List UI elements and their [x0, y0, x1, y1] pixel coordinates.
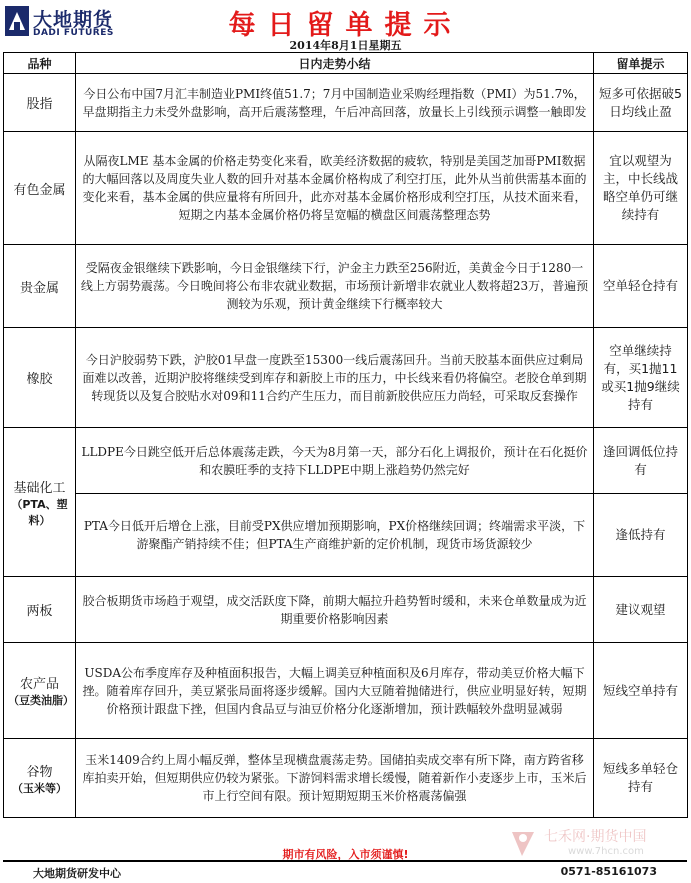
table-row	[4, 132, 688, 245]
footer-phone: 0571-85161073	[560, 865, 657, 878]
table-row	[4, 74, 688, 132]
site-watermark	[508, 824, 688, 864]
variety-subname: （PTA、塑料）	[11, 497, 68, 527]
variety-cell	[4, 132, 76, 245]
logo-chinese-name: 大地期货	[33, 9, 114, 31]
summary-cell: 今日沪胶弱势下跌，沪胶01早盘一度跌至15300一线后震荡回升。当前天胶基本面供应过剩局面难以改善，近期沪胶将继续受到库存和新胶上市的压力，中长线来看仍将偏空。老胶仓单到期转现货以及复合胶贴水对09和11合约产生压力，而目前新胶供应压力尚轻，可采取反套操作	[76, 328, 594, 428]
table-row	[4, 739, 688, 818]
footer-organization: 大地期货研发中心	[33, 867, 121, 880]
variety-cell	[4, 74, 76, 132]
variety-subname: （玉米等）	[12, 781, 67, 795]
tip-cell: 宜以观望为主，中长线战略空单仍可继续持有	[594, 132, 688, 245]
summary-cell: 今日公布中国7月汇丰制造业PMI终值51.7；7月中国制造业采购经理指数（PMI）为51.7%，早盘期指主力未受外盘影响，高开后震荡整理，午后冲高回落，放量长上引线预示调整一触即发	[76, 74, 594, 132]
variety-cell	[4, 328, 76, 428]
summary-cell: USDA公布季度库存及种植面积报告，大幅上调美豆种植面积及6月库存，带动美豆价格大幅下挫。随着库存回升，美豆紧张局面将逐步缓解。国内大豆随着抛储进行，供应业明显好转，短期价格预计跟盘下挫，但国内食品豆与油豆价格分化逐渐增加，预计跌幅较外盘明显减弱	[76, 643, 594, 739]
table-row	[4, 428, 688, 494]
table-row	[4, 328, 688, 428]
watermark-text: 七禾网·期货中国	[544, 829, 647, 845]
summary-cell: 玉米1409合约上周小幅反弹，整体呈现横盘震荡走势。国储拍卖成交率有所下降，南方跨省移库拍卖开始，但短期供应仍较为紧张。下游饲料需求增长缓慢，随着新作小麦逐步上市，玉米后市上行空间有限。预计短期短期玉米价格震荡偏强	[76, 739, 594, 818]
watermark-logo-icon	[508, 826, 538, 860]
strategy-table	[3, 52, 688, 818]
page-header	[0, 0, 691, 52]
variety-subname: （豆类油脂）	[8, 694, 74, 707]
tip-cell: 建议观望	[594, 577, 688, 643]
tip-cell: 空单轻仓持有	[594, 245, 688, 328]
variety-name: 股指	[26, 97, 53, 112]
report-date: 2014年8月1日星期五	[289, 39, 402, 52]
table-row	[4, 494, 688, 577]
summary-cell: PTA今日低开后增仓上涨，目前受PX供应增加预期影响，PX价格继续回调；终端需求平淡，下游聚酯产销持续不佳；但PTA生产商维护新的定价机制，现货市场货源较少	[76, 494, 594, 577]
variety-name: 谷物	[26, 764, 53, 780]
variety-cell	[4, 739, 76, 818]
summary-cell: 受隔夜金银继续下跌影响，今日金银继续下行，沪金主力跌至256附近，美黄金今日于1280一线上方弱势震荡。今日晚间将公布非农就业数据，市场预计新增非农就业人数将超23万，普遍预测较为乐观，预计黄金继续下行概率较大	[76, 245, 594, 328]
summary-cell: 胶合板期货市场趋于观望，成交活跃度下降，前期大幅拉升趋势暂时缓和，未来仓单数量成为近期重要价格影响因素	[76, 577, 594, 643]
page-footer	[3, 860, 687, 883]
variety-name: 农产品	[19, 677, 59, 692]
tip-cell: 逢回调低位持有	[594, 428, 688, 494]
tip-cell: 短多可依据破5日均线止盈	[594, 74, 688, 132]
variety-cell	[4, 245, 76, 328]
variety-name: 橡胶	[26, 372, 53, 387]
page-title: 每日留单提示	[228, 10, 463, 41]
variety-cell	[4, 577, 76, 643]
variety-cell	[4, 428, 76, 577]
variety-name: 两板	[26, 604, 53, 619]
table-row	[4, 643, 688, 739]
tip-cell: 空单继续持有，买1抛11或买1抛9继续持有	[594, 328, 688, 428]
table-row	[4, 577, 688, 643]
watermark-url: www.7hcn.com	[568, 846, 644, 857]
column-header-tip: 留单提示	[594, 53, 688, 74]
summary-cell: LLDPE今日跳空低开后总体震荡走跌，今天为8月第一天，部分石化上调报价，预计在石化挺价和农膜旺季的支持下LLDPE中期上涨趋势仍然完好	[76, 428, 594, 494]
variety-cell	[4, 643, 76, 739]
summary-cell: 从隔夜LME 基本金属的价格走势变化来看，欧美经济数据的疲软，特别是美国芝加哥PMI数据的大幅回落以及周度失业人数的回升对基本金属价格构成了利空打压，此外从当前供需基本面的变化来看，基本金属的供应量将有所回升，此亦对基本金属价格形成利空打压，从技术面来看，短期之内基本金属价格仍将呈宽幅的横盘区间震荡整理态势	[76, 132, 594, 245]
table-header-row	[4, 53, 688, 74]
column-header-summary: 日内走势小结	[76, 53, 594, 74]
variety-name: 贵金属	[19, 280, 59, 296]
variety-name: 有色金属	[13, 182, 66, 198]
logo-english-name: DADI FUTURES	[33, 28, 114, 38]
risk-warning: 期市有风险，入市须谨慎!	[282, 848, 409, 861]
tip-cell: 短线空单持有	[594, 643, 688, 739]
column-header-variety: 品种	[4, 53, 76, 74]
tip-cell: 短线多单轻仓持有	[594, 739, 688, 818]
table-row	[4, 245, 688, 328]
tip-cell: 逢低持有	[594, 494, 688, 577]
variety-name: 基础化工	[13, 480, 66, 496]
